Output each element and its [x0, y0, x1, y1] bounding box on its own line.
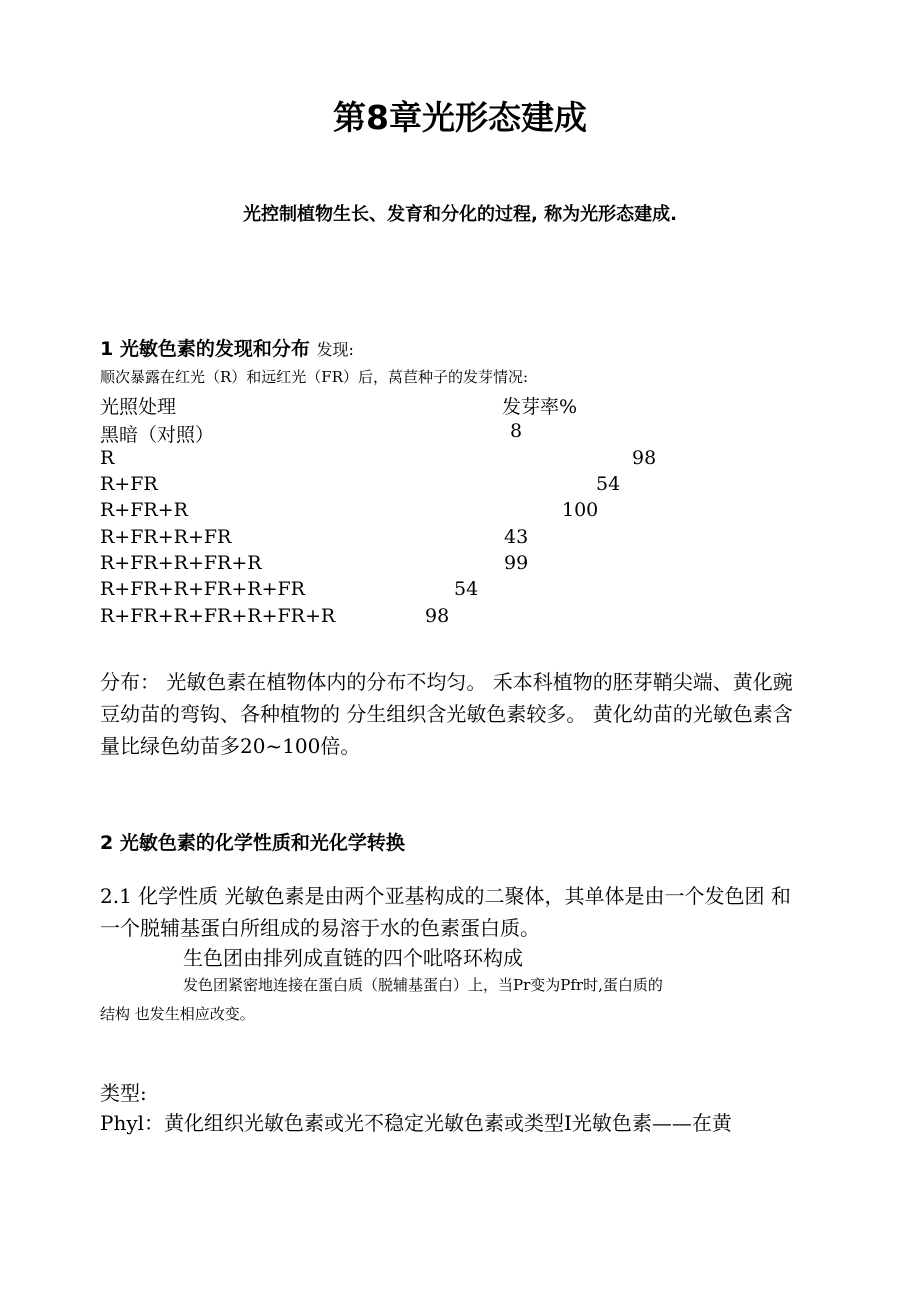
protein-change-line-1: 发色团紧密地连接在蛋白质（脱辅基蛋白）上，当Pr变为Pfr时,蛋白质的 — [183, 976, 663, 994]
table-row-rate: 99 — [504, 552, 529, 574]
table-row-rate: 8 — [510, 420, 523, 442]
table-row-rate: 98 — [632, 447, 657, 469]
section-1-heading — [100, 334, 354, 361]
table-row-treatment: R+FR+R+FR+R+FR — [100, 578, 305, 600]
section-1-note: 发现: — [316, 340, 354, 359]
types-label: 类型: — [100, 1081, 147, 1105]
page-subtitle: 光控制植物生长、发育和分化的过程, 称为光形态建成. — [243, 204, 677, 225]
phyl-definition-line: Phyl：黄化组织光敏色素或光不稳定光敏色素或类型Ⅰ光敏色素——在黄 — [100, 1111, 732, 1135]
chemical-properties-paragraph: 2.1 化学性质 光敏色素是由两个亚基构成的二聚体，其单体是由一个发色团 和一个脱辅基蛋白所组成的易溶于水的色素蛋白质。 — [100, 884, 791, 940]
table-header-treatment: 光照处理 — [100, 396, 177, 418]
protein-change-line-2: 结构 也发生相应改变。 — [100, 1005, 255, 1023]
table-row-treatment: R+FR+R+FR — [100, 526, 232, 548]
chromophore-line: 生色团由排列成直链的四个吡咯环构成 — [183, 946, 523, 970]
table-row-rate: 54 — [454, 578, 479, 600]
table-row-treatment: R+FR+R — [100, 499, 188, 521]
table-row-rate: 43 — [504, 526, 529, 548]
table-row-treatment: 黑暗（对照） — [100, 424, 215, 446]
table-row-treatment: R+FR+R+FR+R — [100, 552, 262, 574]
page-title: 第8章光形态建成 — [333, 98, 587, 137]
table-row-rate: 98 — [425, 605, 450, 627]
table-row-rate: 54 — [596, 473, 621, 495]
table-row-treatment: R+FR+R+FR+R+FR+R — [100, 605, 336, 627]
table-row-treatment: R — [100, 447, 115, 469]
table-row-treatment: R+FR — [100, 473, 158, 495]
section-1-title: 1 光敏色素的发现和分布 — [100, 338, 310, 360]
distribution-paragraph: 分布： 光敏色素在植物体内的分布不均匀。 禾本科植物的胚芽鞘尖端、黄化豌豆幼苗的弯钩、各种植物的 分生组织含光敏色素较多。 黄化幼苗的光敏色素含量比绿色幼苗多20~100倍。 — [100, 670, 793, 758]
section-2-heading: 2 光敏色素的化学性质和光化学转换 — [100, 832, 405, 854]
table-row-rate: 100 — [562, 499, 599, 521]
experiment-intro: 顺次暴露在红光（R）和远红光（FR）后，莴苣种子的发芽情况: — [100, 368, 529, 386]
table-header-rate: 发芽率% — [502, 396, 578, 418]
